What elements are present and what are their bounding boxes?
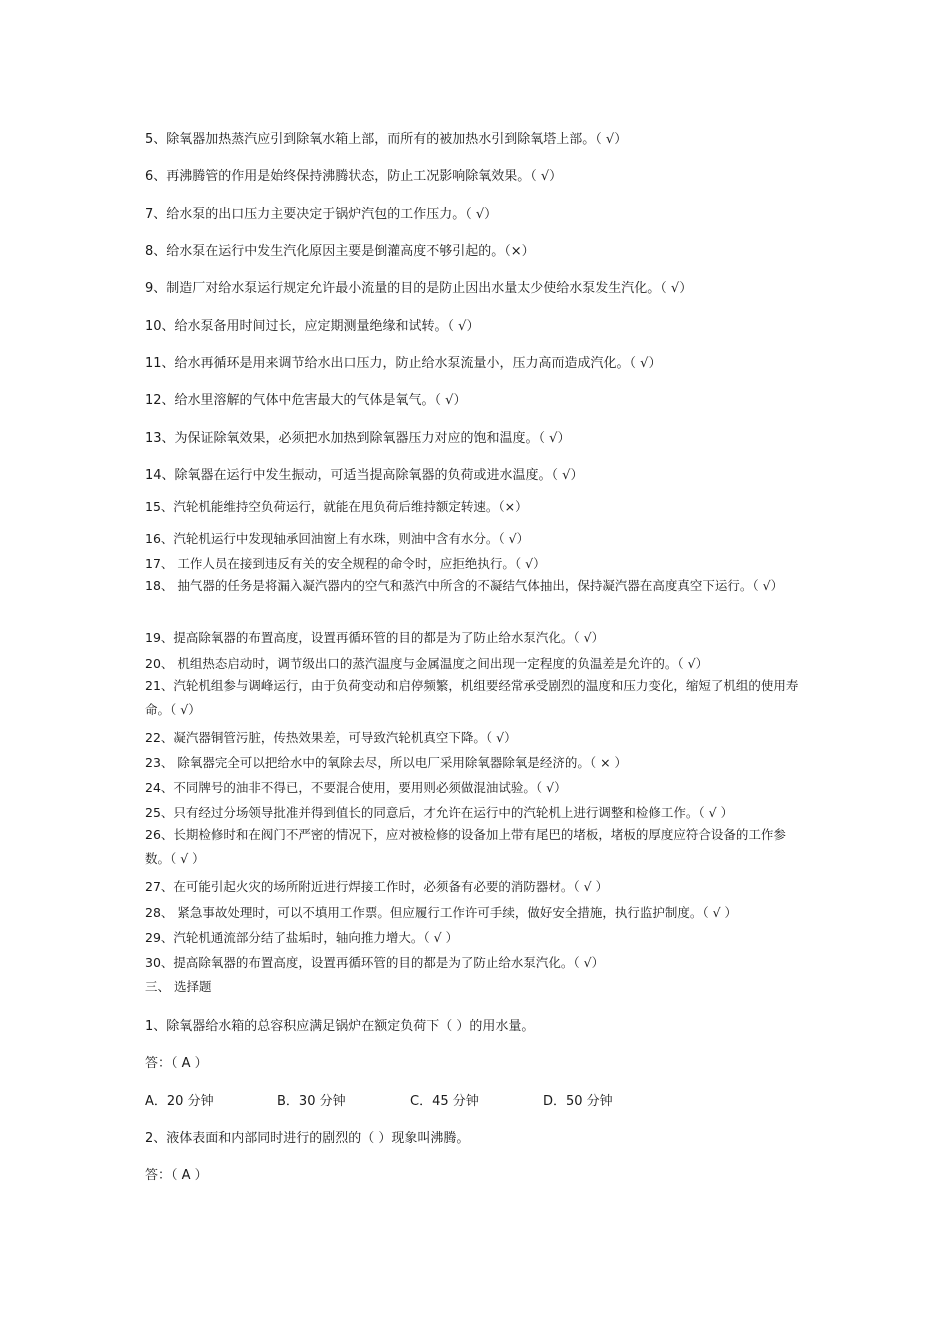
judgement-item-22: 22、凝汽器铜管污脏，传热效果差，可导致汽轮机真空下降。（ √） [145, 730, 517, 745]
judgement-item-26: 26、长期检修时和在阀门不严密的情况下，应对被检修的设备加上带有尾巴的堵板，堵板的厚度应符合设备的工作参数。（ √ ） [145, 827, 786, 866]
judgement-item-7: 7、给水泵的出口压力主要决定于锅炉汽包的工作压力。（ √） [145, 207, 498, 222]
judgement-item-16: 16、汽轮机运行中发现轴承回油窗上有水珠，则油中含有水分。（ √） [145, 531, 530, 546]
judgement-item-6: 6、再沸腾管的作用是始终保持沸腾状态，防止工况影响除氧效果。（ √） [145, 169, 563, 184]
judgement-item-30: 30、提高除氧器的布置高度，设置再循环管的目的都是为了防止给水泵汽化。（ √） [145, 955, 605, 970]
judgement-item-23: 23、 除氧器完全可以把给水中的氧除去尽，所以电厂采用除氧器除氧是经济的。（ × ） [145, 755, 628, 770]
answer-1: 答：（ A ） [145, 1056, 208, 1071]
judgement-item-8: 8、给水泵在运行中发生汽化原因主要是倒灌高度不够引起的。（×） [145, 244, 535, 259]
judgement-item-20: 20、 机组热态启动时，调节级出口的蒸汽温度与金属温度之间出现一定程度的负温差是允许的。（ √） [145, 656, 709, 671]
judgement-item-25: 25、只有经过分场领导批准并得到值长的同意后，才允许在运行中的汽轮机上进行调整和检修工作。（ √ ） [145, 805, 734, 820]
section-title: 三、 选择题 [145, 979, 212, 994]
judgement-item-27: 27、在可能引起火灾的场所附近进行焊接工作时，必须备有必要的消防器材。（ √ ） [145, 879, 609, 894]
judgement-item-19: 19、提高除氧器的布置高度，设置再循环管的目的都是为了防止给水泵汽化。（ √） [145, 630, 605, 645]
judgement-item-14: 14、除氧器在运行中发生振动，可适当提高除氧器的负荷或进水温度。（ √） [145, 468, 584, 483]
judgement-item-5: 5、除氧器加热蒸汽应引到除氧水箱上部，而所有的被加热水引到除氧塔上部。（ √） [145, 132, 628, 147]
judgement-item-15: 15、汽轮机能维持空负荷运行，就能在甩负荷后维持额定转速。（×） [145, 499, 528, 514]
judgement-item-24: 24、不同牌号的油非不得已，不要混合使用，要用则必须做混油试验。（ √） [145, 780, 567, 795]
option-a: A．20 分钟 [145, 1094, 214, 1109]
question-2: 2、液体表面和内部同时进行的剧烈的（ ）现象叫沸腾。 [145, 1131, 470, 1146]
judgement-item-17: 17、 工作人员在接到违反有关的安全规程的命令时，应拒绝执行。（ √） [145, 556, 546, 571]
judgement-item-21: 21、汽轮机组参与调峰运行，由于负荷变动和启停频繁，机组要经常承受剧烈的温度和压力变化，缩短了机组的使用寿命。（ √） [145, 678, 799, 717]
question-1: 1、除氧器给水箱的总容积应满足锅炉在额定负荷下（ ）的用水量。 [145, 1019, 535, 1034]
option-d: D．50 分钟 [543, 1094, 613, 1109]
answer-2: 答：（ A ） [145, 1168, 208, 1183]
judgement-item-10: 10、给水泵备用时间过长，应定期测量绝缘和试转。（ √） [145, 319, 480, 334]
option-c: C．45 分钟 [410, 1094, 479, 1109]
judgement-item-11: 11、给水再循环是用来调节给水出口压力，防止给水泵流量小，压力高而造成汽化。（ √） [145, 356, 662, 371]
judgement-item-9: 9、制造厂对给水泵运行规定允许最小流量的目的是防止因出水量太少使给水泵发生汽化。（ √） [145, 281, 693, 296]
judgement-item-18: 18、 抽气器的任务是将漏入凝汽器内的空气和蒸汽中所含的不凝结气体抽出，保持凝汽器在高度真空下运行。（ √） [145, 578, 784, 593]
judgement-item-13: 13、为保证除氧效果，必须把水加热到除氧器压力对应的饱和温度。（ √） [145, 431, 571, 446]
judgement-item-28: 28、 紧急事故处理时，可以不填用工作票。但应履行工作许可手续，做好安全措施，执行监护制度。（ √ ） [145, 905, 738, 920]
option-b: B．30 分钟 [277, 1094, 346, 1109]
judgement-item-29: 29、汽轮机通流部分结了盐垢时，轴向推力增大。（ √ ） [145, 930, 459, 945]
judgement-item-12: 12、给水里溶解的气体中危害最大的气体是氧气。（ √） [145, 393, 467, 408]
